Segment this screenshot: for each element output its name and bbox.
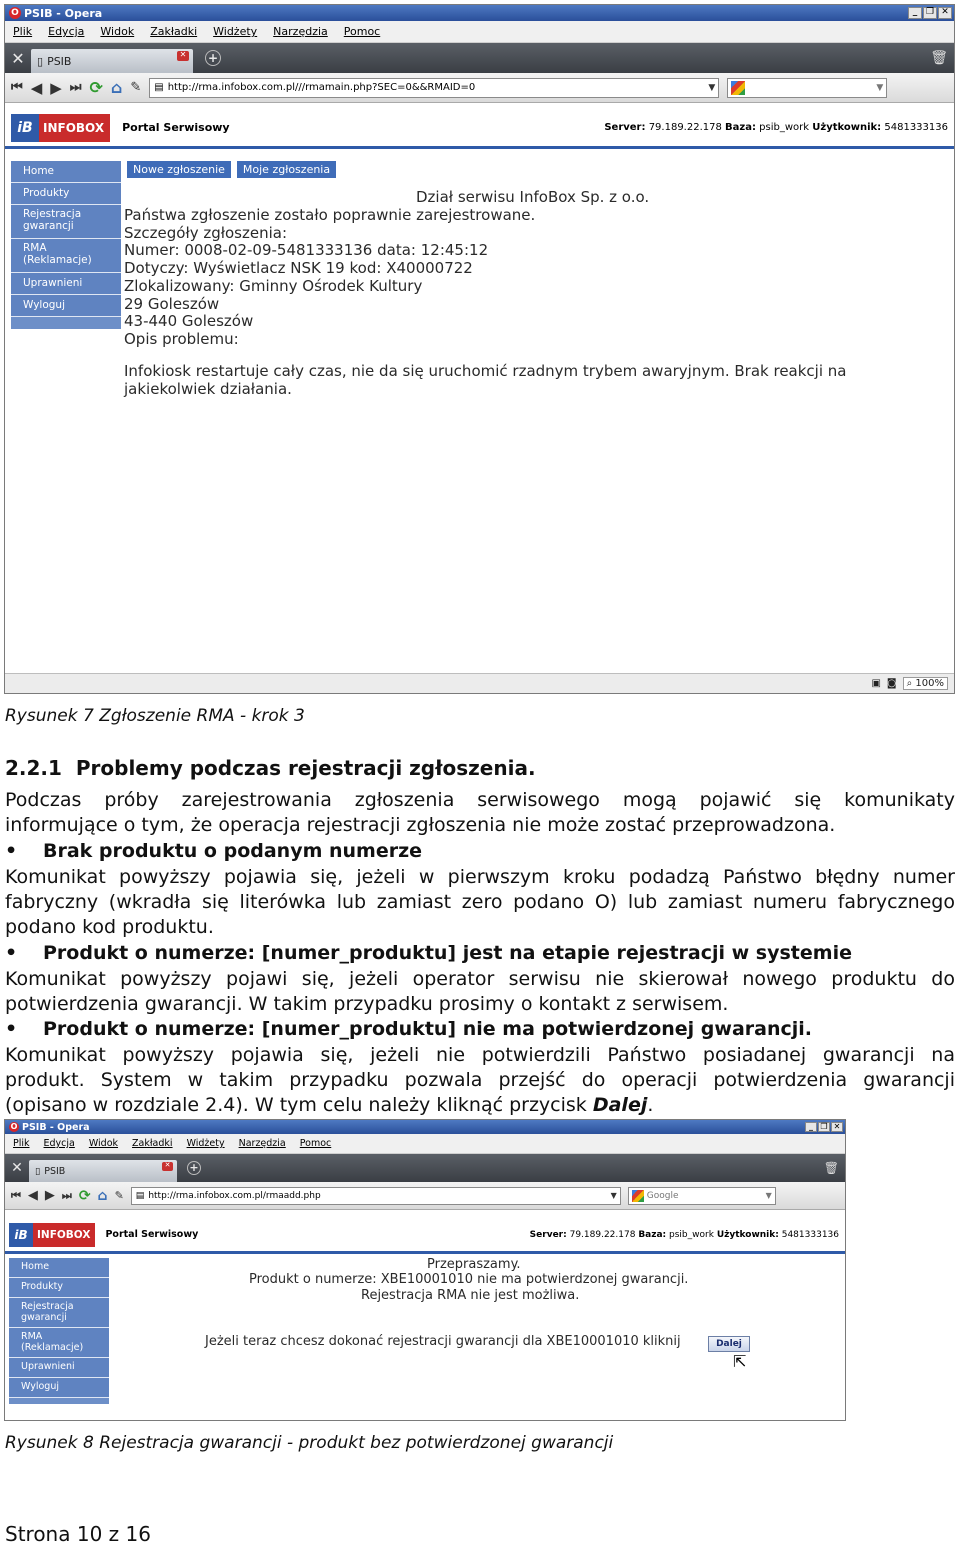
location-value: Gminny Ośrodek Kultury [239,277,423,295]
date-value: 12:45:12 [420,241,489,259]
search-placeholder: Google [646,1190,679,1201]
product-value: Wyświetlacz NSK 19 [193,259,345,277]
problem-label: Opis problemu: [124,330,239,348]
edit-icon[interactable]: ✎ [130,80,142,95]
home-icon[interactable]: ⌂ [97,1187,108,1204]
menu-bar [5,21,954,43]
problem-text-1: Infokiosk restartuje cały czas, nie da się uruchomić rzadnym trybem awaryjnym. Brak reakcji na [124,362,847,380]
trash-icon[interactable]: 🗑 [930,50,948,66]
zoom-control[interactable] [903,677,948,690]
camera-icon[interactable]: ◙ [886,678,897,689]
user-label: Użytkownik: [812,122,882,133]
window-titlebar [5,5,954,21]
google-icon [731,81,745,95]
window-controls [805,1122,845,1132]
address-line1: 29 Goleszów [124,295,220,313]
bullet-3 [5,1018,812,1040]
window-controls [908,7,954,19]
back-icon[interactable]: ◀ [30,78,43,97]
menu-zakladki[interactable]: Zakładki [150,25,198,38]
dept-title: Dział serwisu InfoBox Sp. z o.o. [416,188,650,206]
sidebar-item-uprawnieni[interactable]: Uprawnieni [11,273,121,295]
page-icon: ▤ [135,1190,145,1201]
server-label: Server: [604,122,646,133]
minimize-icon[interactable]: _ [805,1122,817,1132]
menu-narzedzia[interactable]: Narzędzia [238,1138,286,1149]
panel-icon[interactable]: ▣ [871,678,881,689]
sidebar-item-rejestracja[interactable]: Rejestracja gwarancji [9,1298,109,1328]
menu-widzety[interactable]: Widżety [186,1138,225,1149]
site-header [5,1218,845,1254]
rma-not-possible-text: Rejestracja RMA nie jest możliwa. [361,1288,580,1303]
opera-icon: O [10,1122,18,1131]
product-label: Dotyczy: [124,259,189,277]
sidebar-item-rejestracja[interactable]: Rejestracja gwarancji [11,205,121,239]
tab-close-icon[interactable]: ✕ [162,1162,173,1171]
para1-line-3: podano kod produktu. [5,916,214,938]
new-tab-icon[interactable]: + [205,50,221,66]
bullet-dot: • [5,1018,18,1040]
status-bar [5,673,954,693]
new-tab-icon[interactable]: + [187,1161,201,1175]
bullet-1 [5,840,422,862]
logo-mark: iB [9,1223,33,1247]
tab-label: PSIB [44,1165,66,1177]
forward-icon[interactable]: ▶ [50,78,62,97]
register-prompt-text: Jeżeli teraz chcesz dokonać rejestracji gwarancji dla XBE10001010 kliknij [205,1334,681,1349]
close-icon[interactable]: ✕ [831,1122,843,1132]
bullet-1-text: Brak produktu o podanym numerze [43,840,423,862]
menu-plik[interactable]: Plik [13,25,33,38]
figure-caption-8: Rysunek 8 Rejestracja gwarancji - produkt bez potwierdzonej gwarancji [5,1433,614,1453]
screenshot-rma-step3 [4,4,955,694]
menu-widok[interactable]: Widok [88,1138,119,1149]
number-line [124,241,488,259]
intro-line-1: Podczas próby zarejestrowania zgłoszenia serwisowego mogą pojawić się komunikaty [5,789,955,811]
mouse-cursor-icon: ⇱ [733,1352,747,1371]
sidebar-item-uprawnieni[interactable]: Uprawnieni [9,1358,109,1378]
url-field[interactable] [149,78,719,98]
logo-text: INFOBOX [37,1228,91,1241]
code-label: kod: [349,259,382,277]
dropdown-icon[interactable]: ▼ [708,82,716,93]
zoom-level: 100% [915,678,944,689]
server-value: 79.189.22.178 [648,122,722,133]
dropdown-icon[interactable]: ▼ [610,1191,617,1200]
rewind-icon[interactable]: ⏮ [11,80,23,95]
sidebar-item-rma[interactable]: RMA (Reklamacje) [9,1328,109,1358]
search-dropdown-icon[interactable]: ▼ [876,82,884,93]
minimize-icon[interactable]: _ [908,7,922,19]
tools-icon[interactable]: ✕ [11,1160,23,1176]
url-text: http://rma.infobox.com.pl///rmamain.php?SEC=0&&RMAID=0 [167,82,476,93]
para3-line-3-text: (opisano w rozdziale 2.4). W tym celu należy kliknąć przycisk [5,1094,593,1116]
url-text: http://rma.infobox.com.pl/rmaadd.php [148,1190,321,1201]
menu-widok[interactable]: Widok [100,25,135,38]
sidebar-item-produkty[interactable]: Produkty [11,183,121,205]
window-titlebar [5,1120,845,1134]
address-bar [5,1182,845,1210]
back-icon[interactable]: ◀ [27,1188,38,1203]
reload-icon[interactable]: ⟳ [89,78,103,97]
tab-close-icon[interactable]: ✕ [177,51,189,61]
para2-line-2: potwierdzenia gwarancji. W takim przypadku prosimy o kontakt z serwisem. [5,993,729,1015]
opera-icon: O [9,7,21,19]
sidebar-item-wyloguj[interactable]: Wyloguj [9,1378,109,1398]
page-icon: ▯ [35,1165,41,1177]
forward-icon[interactable]: ▶ [44,1188,55,1203]
site-header [5,109,954,149]
details-label: Szczegóły zgłoszenia: [124,224,288,242]
bullet-dot: • [5,840,18,862]
url-field[interactable] [131,1187,621,1205]
sidebar-item-rma[interactable]: RMA (Reklamacje) [11,239,121,273]
baza-value: psib_work [669,1229,714,1240]
address-line2: 43-440 Goleszów [124,312,254,330]
intro-line-2: informujące o tym, że operacja rejestracji zgłoszenia nie może zostać przeprowadzona. [5,814,836,836]
menu-bar [5,1134,845,1154]
number-value: 0008-02-09-5481333136 [184,241,373,259]
bullet-2 [5,942,852,964]
location-line [124,277,422,295]
menu-edycja[interactable]: Edycja [43,1138,75,1149]
user-value: 5481333136 [781,1229,839,1240]
sidebar-item-home[interactable]: Home [11,161,121,183]
sidebar-item-wyloguj[interactable]: Wyloguj [11,295,121,317]
bullet-dot: • [5,942,18,964]
tab-psib[interactable] [31,49,193,73]
number-label: Numer: [124,241,180,259]
tools-icon[interactable]: ✕ [11,48,25,68]
para3-line-2: produkt. System w takim przypadku pozwala przejść do operacji potwierdzenia gwarancji [5,1069,955,1091]
close-icon[interactable]: ✕ [938,7,952,19]
menu-widzety[interactable]: Widżety [213,25,258,38]
baza-label: Baza: [638,1229,667,1240]
sidebar-item-home[interactable]: Home [9,1258,109,1278]
zoom-icon: ⌕ [906,678,913,689]
tab-psib[interactable] [29,1160,177,1182]
tab-bar [5,43,954,73]
para3-end: . [647,1094,654,1116]
para2-line-1: Komunikat powyższy pojawi się, jeżeli operator serwisu nie skierował nowego produktu do [5,968,955,990]
fast-forward-icon[interactable]: ⏭ [69,80,82,95]
reload-icon[interactable]: ⟳ [78,1187,91,1204]
menu-narzedzia[interactable]: Narzędzia [273,25,328,38]
restore-icon[interactable]: ❐ [818,1122,830,1132]
figure-caption-7: Rysunek 7 Zgłoszenie RMA - krok 3 [5,706,305,726]
fast-forward-icon[interactable]: ⏭ [61,1188,72,1202]
infobox-logo [9,1223,95,1247]
search-dropdown-icon[interactable]: ▼ [765,1191,772,1200]
user-value: 5481333136 [884,122,948,133]
infobox-logo [11,114,110,142]
home-icon[interactable]: ⌂ [110,78,123,97]
server-info [604,122,948,133]
tab-moje-zgloszenia[interactable]: Moje zgłoszenia [237,161,336,178]
sidebar [9,1258,109,1404]
para1-line-1: Komunikat powyższy pojawia się, jeżeli w pierwszym kroku podadzą Państwo błędny numer [5,866,955,888]
success-message: Państwa zgłoszenie zostało poprawnie zarejestrowane. [124,206,536,224]
sidebar-item-produkty[interactable]: Produkty [9,1278,109,1298]
server-info [530,1230,839,1240]
menu-plik[interactable]: Plik [13,1138,30,1149]
search-field[interactable] [727,78,887,98]
menu-zakladki[interactable]: Zakładki [132,1138,173,1149]
menu-pomoc[interactable]: Pomoc [299,1138,332,1149]
logo-mark: iB [11,114,39,142]
menu-pomoc[interactable]: Pomoc [343,25,381,38]
top-tabs [127,161,336,178]
tab-label: PSIB [47,54,72,68]
screenshot-warranty-error [4,1119,846,1421]
product-line [124,259,473,277]
user-label: Użytkownik: [716,1229,779,1240]
edit-icon[interactable]: ✎ [114,1189,124,1202]
page-icon: ▯ [37,54,44,68]
problem-text-2: jakiekolwiek działania. [124,380,292,398]
dalej-button[interactable]: Dalej [708,1336,750,1352]
baza-label: Baza: [725,122,756,133]
bullet-3-text: Produkt o numerze: [numer_produktu] nie ma potwierdzonej gwarancji. [43,1018,813,1040]
window-title: PSIB - Opera [24,6,103,20]
portal-title: Portal Serwisowy [105,1229,199,1240]
baza-value: psib_work [759,122,810,133]
logo-text: INFOBOX [43,120,105,135]
apology-text: Przepraszamy. [427,1257,521,1272]
page-footer: Strona 10 z 16 [5,1522,151,1544]
para1-line-2: fabryczny (wkradła się literówka lub zamiast zero podano O) lub zamiast numeru fabrycznego [5,891,955,913]
date-label: data: [377,241,416,259]
warranty-error-text: Produkt o numerze: XBE10001010 nie ma potwierdzonej gwarancji. [249,1272,689,1287]
window-title: PSIB - Opera [22,1121,90,1133]
tab-bar [5,1154,845,1182]
tab-nowe-zgloszenie[interactable]: Nowe zgłoszenie [127,161,231,178]
restore-icon[interactable]: ❐ [923,7,937,19]
section-heading: 2.2.1 Problemy podczas rejestracji zgłoszenia. [5,756,536,780]
search-field[interactable] [628,1187,776,1205]
menu-edycja[interactable]: Edycja [48,25,85,38]
page-icon: ▤ [154,82,164,93]
server-label: Server: [529,1229,567,1240]
location-label: Zlokalizowany: [124,277,235,295]
trash-icon[interactable]: 🗑 [823,1161,839,1175]
portal-title: Portal Serwisowy [122,121,230,134]
code-value: X40000722 [386,259,473,277]
sidebar [11,161,121,329]
dalej-emphasis: Dalej [592,1094,648,1116]
rewind-icon[interactable]: ⏮ [11,1188,21,1202]
address-bar [5,73,954,103]
server-value: 79.189.22.178 [569,1229,636,1240]
bullet-2-text: Produkt o numerze: [numer_produktu] jest na etapie rejestracji w systemie [43,942,852,964]
para3-line-3 [5,1093,955,1119]
para3-line-1: Komunikat powyższy pojawia się, jeżeli nie potwierdzili Państwo posiadanej gwarancji na [5,1044,955,1066]
google-icon [632,1190,644,1202]
